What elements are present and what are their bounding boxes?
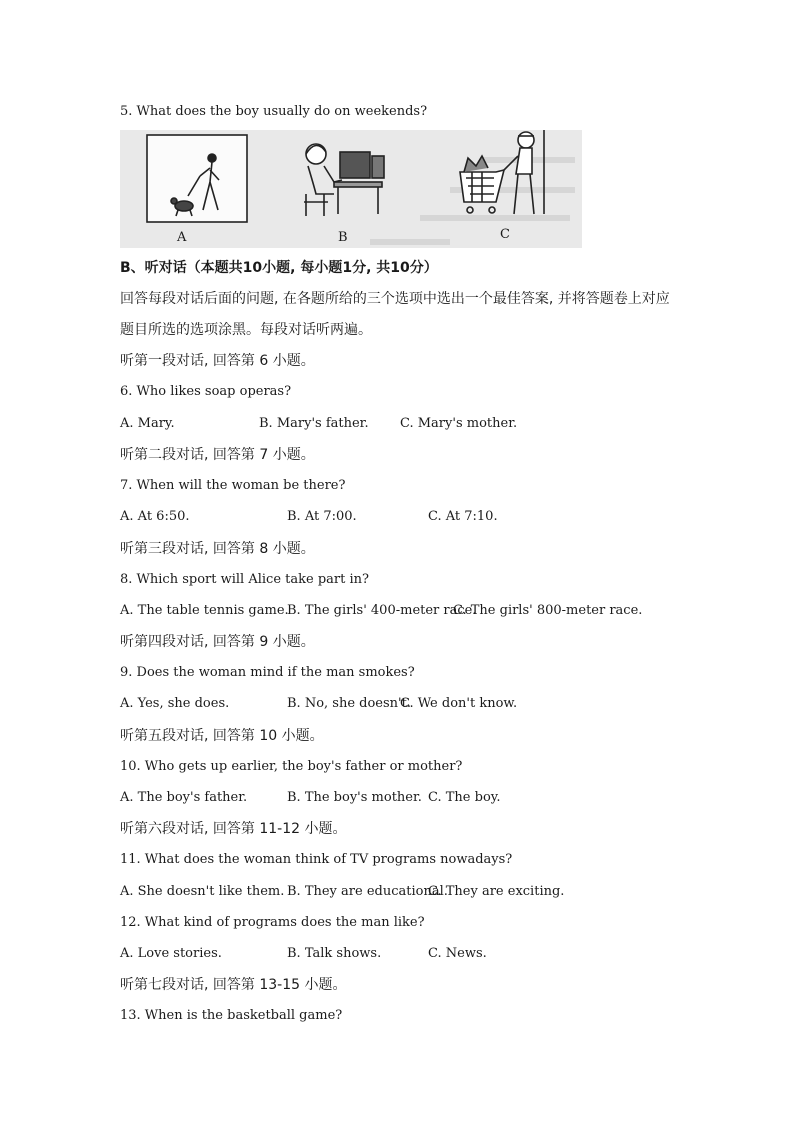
question-7: 7. When will the woman be there?: [120, 478, 346, 493]
dialog-prompt: 听第五段对话, 回答第 10 小题。: [120, 728, 324, 744]
dialog-prompt: 听第七段对话, 回答第 13-15 小题。: [120, 977, 347, 993]
option-a: A. The table tennis game.: [120, 603, 289, 618]
boy-at-computer-picture: [304, 144, 384, 216]
option-a: A. Yes, she does.: [120, 696, 230, 711]
picture-label-c: C: [500, 227, 510, 242]
dialog-prompt: 听第一段对话, 回答第 6 小题。: [120, 353, 315, 369]
option-b: B. They are educational.: [287, 884, 448, 899]
option-a: A. At 6:50.: [120, 509, 190, 524]
question-9: 9. Does the woman mind if the man smokes?: [120, 665, 415, 680]
picture-label-b: B: [338, 230, 348, 245]
option-c: C. At 7:10.: [428, 509, 498, 524]
picture-options-illustration: [120, 130, 582, 248]
option-b: B. The girls' 400-meter race.: [287, 603, 477, 618]
man-shopping-picture: [460, 130, 544, 214]
question-5: 5. What does the boy usually do on weekends?: [120, 104, 428, 119]
option-a: A. Mary.: [120, 416, 175, 431]
dialog-prompt: 听第六段对话, 回答第 11-12 小题。: [120, 821, 347, 837]
option-c: C. The boy.: [428, 790, 501, 805]
question-11: 11. What does the woman think of TV programs nowadays?: [120, 852, 513, 867]
dialog-prompt: 听第四段对话, 回答第 9 小题。: [120, 634, 315, 650]
question-6: 6. Who likes soap operas?: [120, 384, 292, 399]
option-c: C. They are exciting.: [428, 884, 565, 899]
option-b: B. At 7:00.: [287, 509, 357, 524]
option-a: A. The boy's father.: [120, 790, 248, 805]
option-c: C. The girls' 800-meter race.: [453, 603, 643, 618]
section-b-instructions-2: 题目所选的选项涂黑。每段对话听两遍。: [120, 322, 372, 338]
question-12: 12. What kind of programs does the man like?: [120, 915, 425, 930]
option-a: A. Love stories.: [120, 946, 222, 961]
dialog-prompt: 听第二段对话, 回答第 7 小题。: [120, 447, 315, 463]
option-b: B. Mary's father.: [259, 416, 369, 431]
picture-label-a: A: [177, 230, 187, 245]
section-b-instructions-1: 回答每段对话后面的问题, 在各题所给的三个选项中选出一个最佳答案, 并将答题卷上对应: [120, 291, 670, 307]
option-c: C. Mary's mother.: [400, 416, 518, 431]
option-b: B. The boy's mother.: [287, 790, 422, 805]
option-a: A. She doesn't like them.: [120, 884, 285, 899]
question-13: 13. When is the basketball game?: [120, 1008, 343, 1023]
option-b: B. Talk shows.: [287, 946, 382, 961]
option-b: B. No, she doesn't.: [287, 696, 411, 711]
section-b-title: B、听对话（本题共10小题, 每小题1分, 共10分）: [120, 260, 438, 276]
option-c: C. We don't know.: [400, 696, 518, 711]
boy-walking-dog-picture: [147, 135, 247, 222]
question-5-picture: [120, 130, 582, 248]
dialog-prompt: 听第三段对话, 回答第 8 小题。: [120, 541, 315, 557]
option-c: C. News.: [428, 946, 487, 961]
question-8: 8. Which sport will Alice take part in?: [120, 572, 369, 587]
question-10: 10. Who gets up earlier, the boy's father or mother?: [120, 759, 463, 774]
